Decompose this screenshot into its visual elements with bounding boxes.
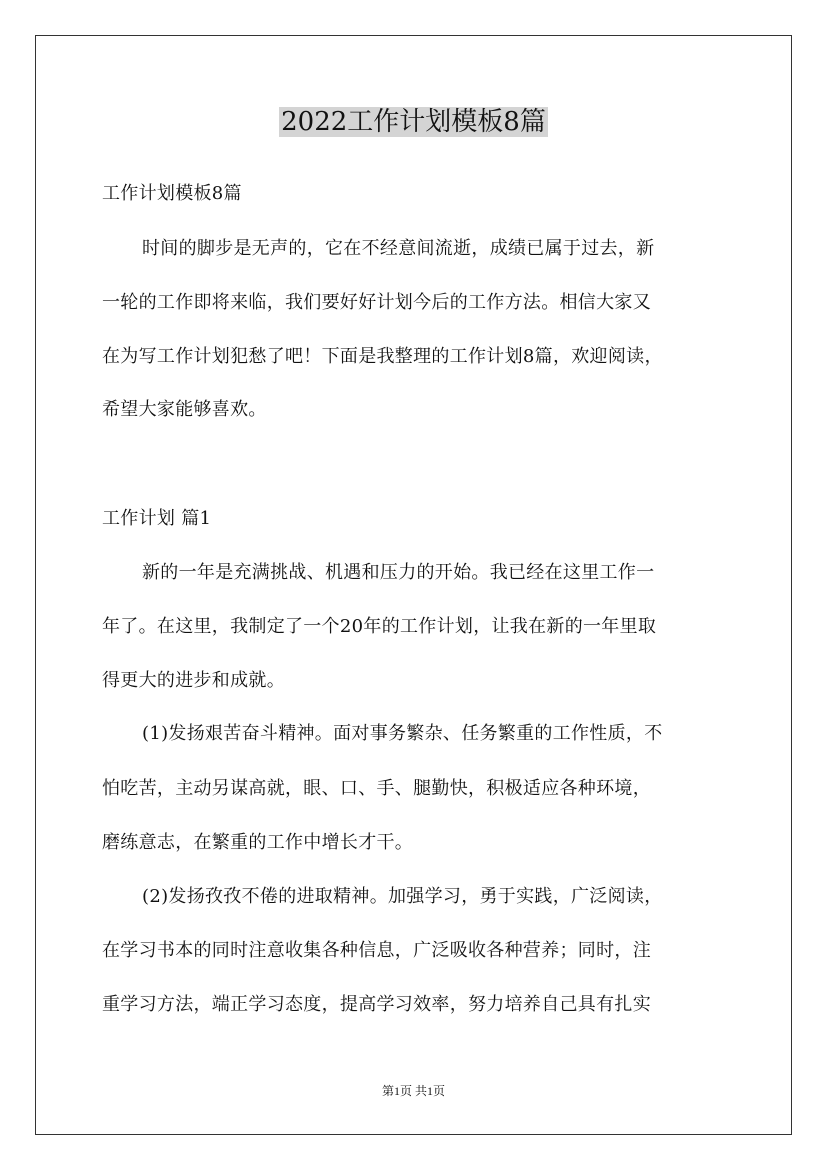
paragraph-line: 年了。在这里，我制定了一个20年的工作计划，让我在新的一年里取 bbox=[102, 616, 657, 637]
paragraph-line: (1)发扬艰苦奋斗精神。面对事务繁杂、任务繁重的工作性质，不 bbox=[142, 723, 663, 744]
document-subtitle: 工作计划模板8篇 bbox=[102, 183, 242, 204]
paragraph-line: 磨练意志，在繁重的工作中增长才干。 bbox=[102, 832, 414, 853]
intro-line: 一轮的工作即将来临，我们要好好计划今后的工作方法。相信大家又 bbox=[102, 292, 651, 313]
paragraph-line: 得更大的进步和成就。 bbox=[102, 670, 285, 691]
paragraph-line: 在学习书本的同时注意收集各种信息，广泛吸收各种营养；同时，注 bbox=[102, 940, 651, 961]
intro-line: 时间的脚步是无声的，它在不经意间流逝，成绩已属于过去，新 bbox=[142, 238, 655, 259]
document-title bbox=[0, 103, 827, 141]
paragraph-line: (2)发扬孜孜不倦的进取精神。加强学习，勇于实践，广泛阅读， bbox=[142, 886, 663, 907]
page-footer: 第1页 共1页 bbox=[381, 1084, 445, 1098]
intro-line: 希望大家能够喜欢。 bbox=[102, 399, 267, 420]
section-heading: 工作计划 篇1 bbox=[102, 508, 212, 529]
paragraph-line: 新的一年是充满挑战、机遇和压力的开始。我已经在这里工作一 bbox=[142, 562, 655, 583]
document-title-text: 2022工作计划模板8篇 bbox=[281, 107, 546, 137]
paragraph-line: 重学习方法，端正学习态度，提高学习效率，努力培养自己具有扎实 bbox=[102, 994, 651, 1015]
intro-line: 在为写工作计划犯愁了吧！下面是我整理的工作计划8篇，欢迎阅读， bbox=[102, 346, 663, 367]
paragraph-line: 怕吃苦，主动另谋高就，眼、口、手、腿勤快，积极适应各种环境， bbox=[102, 778, 651, 799]
